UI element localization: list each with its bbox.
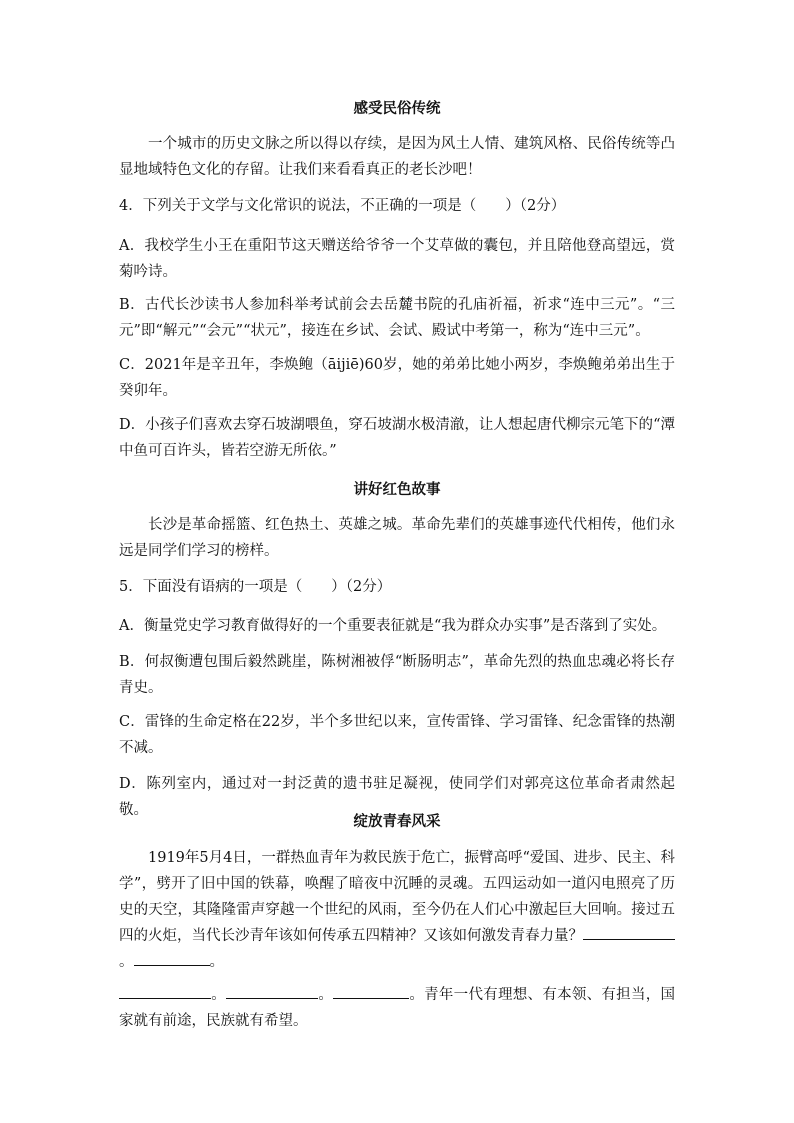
blank-separator-4: 。: [318, 987, 334, 1003]
question-4-option-b: B．古代长沙读书人参加科举考试前会去岳麓书院的孔庙祈福，祈求“连中三元”。“三元”即“解元”“会元”“状元”，接连在乡试、会试、殿试中考第一，称为“连中三元”。: [119, 297, 675, 339]
section-title-folk: 感受民俗传统: [353, 100, 441, 117]
blank-separator-1: 。: [119, 954, 134, 970]
section-paragraph-youth: [119, 845, 675, 975]
section-intro-folk: 一个城市的历史文脉之所以得以存续，是因为风土人情、建筑风格、民俗传统等凸显地域特色文化的存留。让我们来看看真正的老长沙吧！: [119, 136, 675, 178]
question-4-option-d: D．小孩子们喜欢去穿石坡湖喂鱼，穿石坡湖水极清澈，让人想起唐代柳宗元笔下的“潭中鱼可百许头，皆若空游无所依。”: [119, 417, 675, 459]
answer-blank-5[interactable]: [333, 984, 409, 999]
question-5-stem: 5．下面没有语病的一项是（ ）（2分）: [119, 579, 392, 595]
closing-text: 青年一代有理想、有本领、有担当，国家就有前途，民族就有希望。: [119, 987, 676, 1029]
question-5-option-c: C．雷锋的生命定格在22岁，半个多世纪以来，宣传雷锋、学习雷锋、纪念雷锋的热潮不减。: [119, 714, 675, 756]
blank-separator-5: 。: [409, 987, 425, 1003]
answer-blank-1[interactable]: [583, 925, 675, 940]
question-4-option-c: C．2021年是辛丑年，李焕鲍（āijiē)60岁，她的弟弟比她小两岁，李焕鲍弟弟出生于癸卯年。: [119, 357, 675, 399]
question-4-option-a: A．我校学生小王在重阳节这天赠送给爷爷一个艾草做的囊包，并且陪他登高望远，赏菊吟诗。: [119, 238, 675, 280]
question-5-option-d: D．陈列室内，通过对一封泛黄的遗书驻足凝视，使同学们对郭亮这位革命者肃然起敬。: [119, 776, 675, 818]
question-4-stem: 4．下列关于文学与文化常识的说法，不正确的一项是（ ）（2分）: [119, 198, 566, 214]
section-title-red: 讲好红色故事: [353, 481, 441, 498]
answer-blank-3[interactable]: [119, 984, 211, 999]
section-title-youth: 绽放青春风采: [353, 813, 441, 830]
section-intro-red: 长沙是革命摇篮、红色热土、英雄之城。革命先辈们的英雄事迹代代相传，他们永远是同学们学习的榜样。: [119, 517, 675, 559]
question-5-option-b: B．何叔衡遭包围后毅然跳崖，陈树湘被俘“断肠明志”，革命先烈的热血忠魂必将长存青史。: [119, 654, 675, 696]
question-5-option-a: A．衡量党史学习教育做得好的一个重要表征就是“我为群众办实事”是否落到了实处。: [119, 618, 667, 634]
blank-separator-3: 。: [211, 987, 227, 1003]
blank-separator-2: 。: [209, 954, 224, 970]
section-closing-youth: [119, 982, 675, 1034]
answer-blank-2[interactable]: [134, 951, 210, 966]
youth-paragraph-text: 1919年5月4日，一群热血青年为救民族于危亡，振臂高呼“爱国、进步、民主、科学”，劈开了旧中国的铁幕，唤醒了暗夜中沉睡的灵魂。五四运动如一道闪电照亮了历史的天空，其隆隆雷声穿越一个世纪的风雨，至今仍在人们心中激起巨大回响。接过五四的火炬，当代长沙青年该如何传承五四精神？又该如何激发青春力量？: [119, 850, 675, 944]
answer-blank-4[interactable]: [226, 984, 318, 999]
